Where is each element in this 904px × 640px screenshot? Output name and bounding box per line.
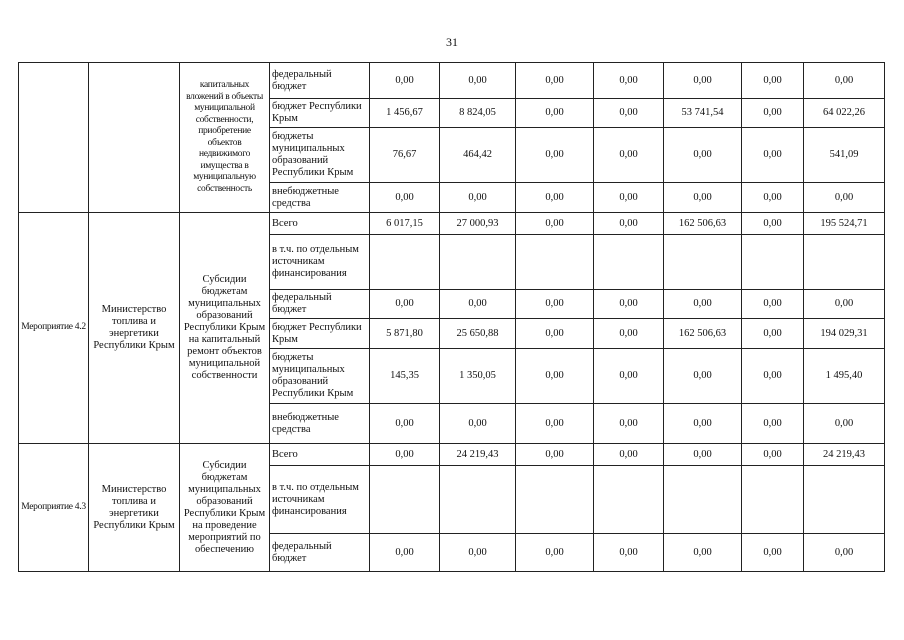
value-cell: 0,00 [370,404,440,444]
value-cell: 0,00 [594,444,664,466]
executor-cell: Министерство топлива и энергетики Республики Крым [89,213,180,444]
value-cell: 0,00 [370,534,440,572]
value-cell: 24 219,43 [440,444,516,466]
value-cell: 195 524,71 [804,213,885,235]
value-cell: 0,00 [742,63,804,99]
value-cell: 0,00 [370,63,440,99]
source-label: внебюджетные средства [270,404,370,444]
value-cell: 0,00 [742,213,804,235]
value-cell: 0,00 [742,349,804,404]
value-cell: 0,00 [664,128,742,183]
value-cell: 0,00 [516,534,594,572]
value-cell: 0,00 [594,404,664,444]
value-cell: 0,00 [742,404,804,444]
value-cell: 0,00 [516,63,594,99]
value-cell: 0,00 [742,99,804,128]
value-cell: 0,00 [370,290,440,319]
value-cell: 0,00 [516,319,594,349]
value-cell: 0,00 [516,128,594,183]
value-cell: 0,00 [664,290,742,319]
value-cell-empty [440,466,516,534]
value-cell: 0,00 [664,183,742,213]
value-cell: 25 650,88 [440,319,516,349]
value-cell: 0,00 [440,290,516,319]
value-cell: 27 000,93 [440,213,516,235]
value-cell: 0,00 [594,213,664,235]
table-row [19,444,885,466]
source-label: бюджет Республики Крым [270,319,370,349]
value-cell: 53 741,54 [664,99,742,128]
value-cell-empty [742,235,804,290]
measure-cell: Мероприятие 4.2 [19,213,89,444]
value-cell: 0,00 [440,63,516,99]
value-cell: 0,00 [594,290,664,319]
value-cell: 0,00 [370,183,440,213]
value-cell: 0,00 [664,349,742,404]
value-cell: 0,00 [664,444,742,466]
source-label: в т.ч. по отдельным источникам финансирования [270,466,370,534]
description-cell: капитальных вложений в объекты муниципальной собственности, приобретение объектов недвижимого имущества в муниципальную собственность [180,63,270,213]
value-cell: 1 350,05 [440,349,516,404]
value-cell: 0,00 [664,63,742,99]
value-cell: 0,00 [516,213,594,235]
source-label: федеральный бюджет [270,63,370,99]
page-number: 31 [446,35,458,49]
value-cell-empty [742,466,804,534]
measure-cell: Мероприятие 4.3 [19,444,89,572]
value-cell: 0,00 [742,128,804,183]
description-cell: Субсидии бюджетам муниципальных образований Республики Крым на проведение мероприятий по обеспечению [180,444,270,572]
value-cell: 0,00 [516,349,594,404]
value-cell-empty [370,466,440,534]
value-cell: 0,00 [516,290,594,319]
value-cell: 24 219,43 [804,444,885,466]
value-cell: 0,00 [516,404,594,444]
value-cell-empty [804,235,885,290]
table-row [19,213,885,235]
executor-cell-empty [89,63,180,213]
executor-cell: Министерство топлива и энергетики Республики Крым [89,444,180,572]
value-cell: 0,00 [440,183,516,213]
source-label: в т.ч. по отдельным источникам финансирования [270,235,370,290]
value-cell: 0,00 [804,63,885,99]
value-cell: 0,00 [516,183,594,213]
value-cell: 145,35 [370,349,440,404]
value-cell-empty [804,466,885,534]
value-cell: 0,00 [594,128,664,183]
value-cell: 0,00 [516,99,594,128]
value-cell: 0,00 [594,534,664,572]
value-cell: 162 506,63 [664,319,742,349]
value-cell: 64 022,26 [804,99,885,128]
value-cell: 162 506,63 [664,213,742,235]
value-cell-empty [594,235,664,290]
source-label: Всего [270,213,370,235]
value-cell: 0,00 [664,534,742,572]
value-cell: 0,00 [804,534,885,572]
value-cell: 5 871,80 [370,319,440,349]
value-cell: 6 017,15 [370,213,440,235]
value-cell: 541,09 [804,128,885,183]
source-label: федеральный бюджет [270,534,370,572]
value-cell: 0,00 [742,290,804,319]
value-cell: 0,00 [804,183,885,213]
measure-cell-empty [19,63,89,213]
value-cell: 0,00 [516,444,594,466]
funding-table [18,62,885,572]
value-cell: 0,00 [594,319,664,349]
value-cell: 0,00 [370,444,440,466]
value-cell: 0,00 [440,534,516,572]
value-cell: 0,00 [742,534,804,572]
value-cell-empty [516,235,594,290]
value-cell-empty [516,466,594,534]
value-cell: 0,00 [594,99,664,128]
value-cell: 0,00 [804,290,885,319]
value-cell-empty [370,235,440,290]
value-cell: 0,00 [594,349,664,404]
value-cell-empty [664,466,742,534]
value-cell: 0,00 [804,404,885,444]
value-cell-empty [594,466,664,534]
value-cell-empty [440,235,516,290]
value-cell: 0,00 [742,319,804,349]
value-cell: 0,00 [742,444,804,466]
description-cell: Субсидии бюджетам муниципальных образований Республики Крым на капитальный ремонт объектов муниципальной собственности [180,213,270,444]
table-row [19,63,885,99]
value-cell: 8 824,05 [440,99,516,128]
value-cell: 0,00 [594,63,664,99]
source-label: внебюджетные средства [270,183,370,213]
source-label: Всего [270,444,370,466]
value-cell: 76,67 [370,128,440,183]
value-cell: 1 456,67 [370,99,440,128]
source-label: бюджеты муниципальных образований Республики Крым [270,349,370,404]
value-cell: 0,00 [440,404,516,444]
source-label: бюджет Республики Крым [270,99,370,128]
value-cell: 0,00 [742,183,804,213]
source-label: федеральный бюджет [270,290,370,319]
value-cell-empty [664,235,742,290]
value-cell: 1 495,40 [804,349,885,404]
value-cell: 0,00 [594,183,664,213]
source-label: бюджеты муниципальных образований Республики Крым [270,128,370,183]
value-cell: 0,00 [664,404,742,444]
value-cell: 464,42 [440,128,516,183]
value-cell: 194 029,31 [804,319,885,349]
